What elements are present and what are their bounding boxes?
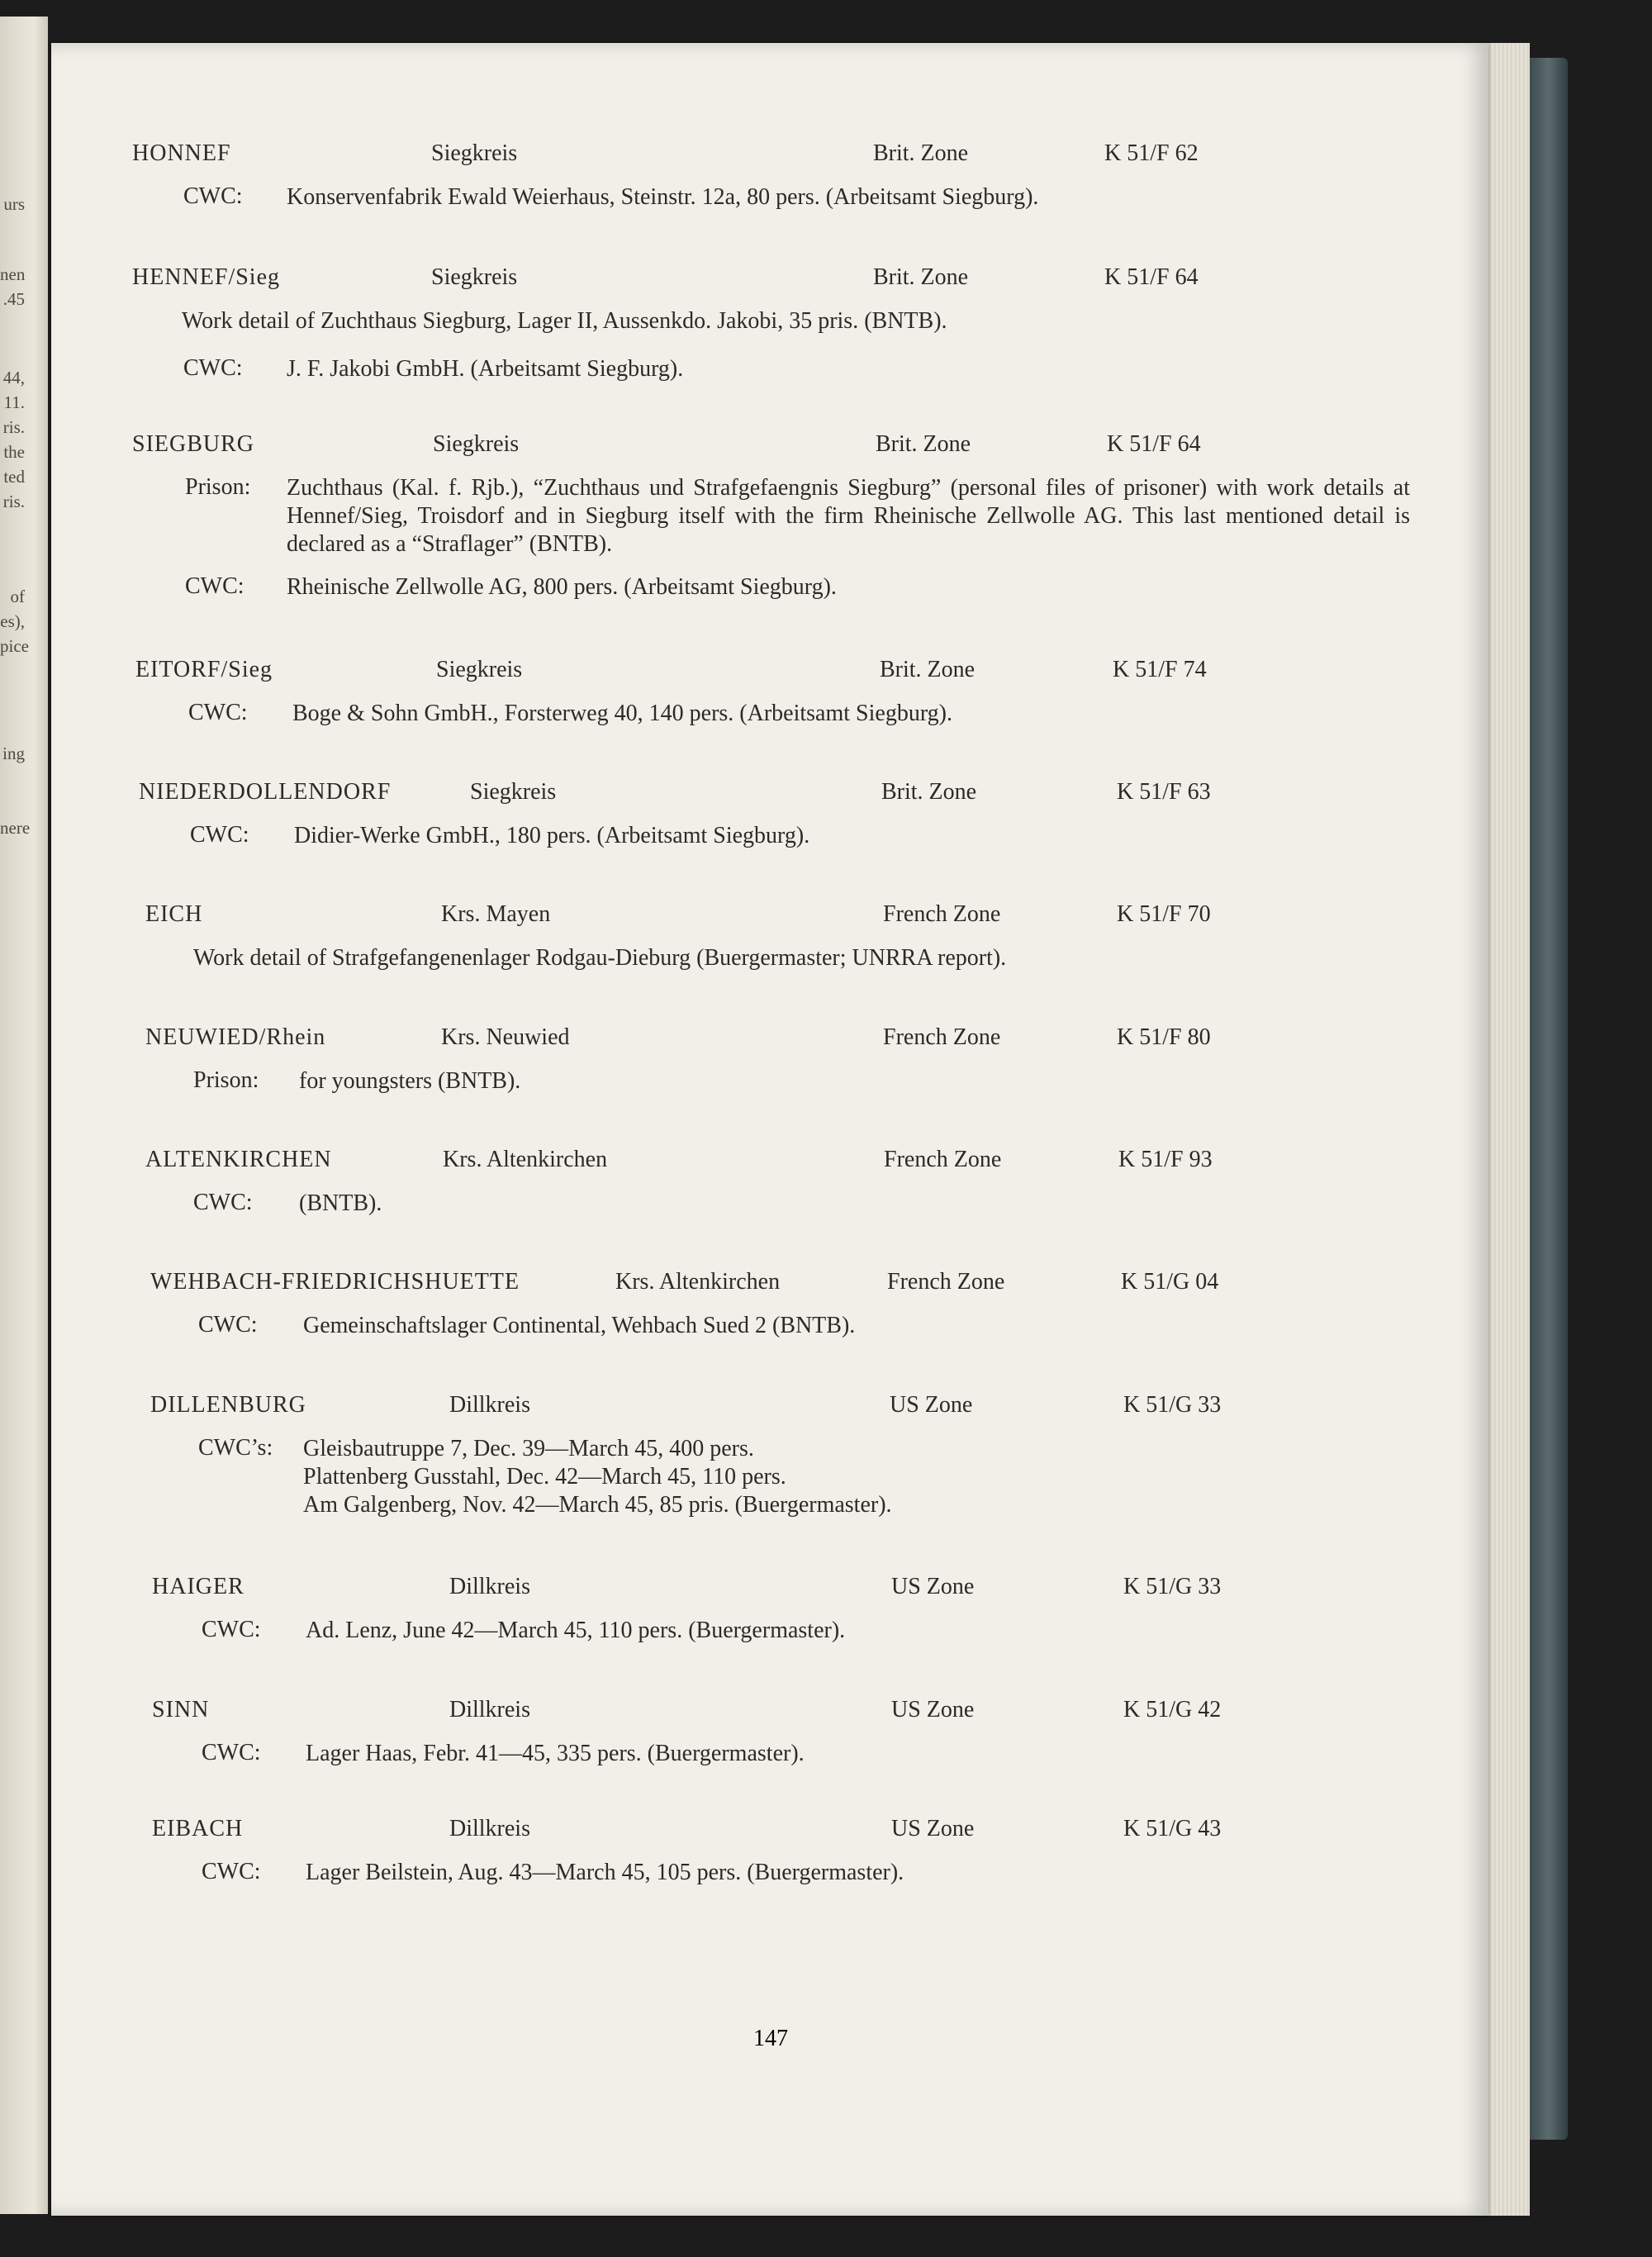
map-reference-code: K 51/G 33 [1123,1392,1222,1418]
detail-text: Gemeinschaftslager Continental, Wehbach Sued 2 (BNTB). [303,1313,856,1338]
page-number: 147 [753,2026,788,2051]
map-reference-code: K 51/G 43 [1123,1816,1222,1841]
district: Dillkreis [449,1392,530,1418]
place-name: EITORF/Sieg [135,657,273,682]
detail-text: for youngsters (BNTB). [299,1068,521,1094]
place-name: HONNEF [132,140,231,166]
detail-label: CWC: [183,355,243,381]
detail-text: Plattenberg Gusstahl, Dec. 42—March 45, 110 pers. [303,1464,786,1490]
occupation-zone: Brit. Zone [876,431,971,457]
place-name: EICH [145,901,203,927]
facing-page-edge [0,17,48,2214]
detail-text: Zuchthaus (Kal. f. Rjb.), “Zuchthaus und Strafgefaengnis Siegburg” (personal files of prisoner) with work details at Hennef/Sieg, Troisdorf and in Siegburg itself with the firm Rheinische Zellwolle AG. This last mentioned detail is declared as a “Straflager” (BNTB). [287,475,1410,557]
detail-text: Work detail of Zuchthaus Siegburg, Lager II, Aussenkdo. Jakobi, 35 pris. (BNTB). [182,308,947,334]
detail-text: Lager Haas, Febr. 41—45, 335 pers. (Buergermaster). [306,1741,805,1766]
district: Dillkreis [449,1816,530,1841]
facing-page-text-fragment: urs [3,194,25,214]
book-binding [1530,58,1568,2140]
map-reference-code: K 51/F 64 [1104,264,1199,290]
place-name: NEUWIED/Rhein [145,1024,326,1050]
detail-label: CWC: [188,700,248,725]
place-name: WEHBACH-FRIEDRICHSHUETTE [150,1269,520,1295]
map-reference-code: K 51/G 33 [1123,1574,1222,1599]
detail-text: Gleisbautruppe 7, Dec. 39—March 45, 400 pers. [303,1436,754,1461]
detail-text: Konservenfabrik Ewald Weierhaus, Steinstr. 12a, 80 pers. (Arbeitsamt Siegburg). [287,184,1039,210]
detail-text: Am Galgenberg, Nov. 42—March 45, 85 pris. (Buergermaster). [303,1492,892,1518]
facing-page-text-fragment: ing [2,744,25,763]
district: Dillkreis [449,1697,530,1722]
detail-text: Ad. Lenz, June 42—March 45, 110 pers. (Buergermaster). [306,1618,846,1643]
place-name: HENNEF/Sieg [132,264,280,290]
detail-text: Rheinische Zellwolle AG, 800 pers. (Arbeitsamt Siegburg). [287,574,837,600]
facing-page-text-fragment: ted [3,467,25,487]
facing-page-text-fragment: ris. [2,492,25,511]
place-name: SIEGBURG [132,431,255,457]
detail-label: CWC’s: [198,1435,273,1461]
map-reference-code: K 51/F 80 [1117,1024,1211,1050]
district: Siegkreis [436,657,523,682]
occupation-zone: US Zone [891,1574,975,1599]
occupation-zone: French Zone [883,1024,1001,1050]
facing-page-text-fragment: 11. [3,392,25,412]
map-reference-code: K 51/F 70 [1117,901,1211,927]
detail-text: Boge & Sohn GmbH., Forsterweg 40, 140 pers. (Arbeitsamt Siegburg). [292,701,952,726]
place-name: EIBACH [152,1816,244,1841]
district: Krs. Neuwied [441,1024,570,1050]
place-name: HAIGER [152,1574,244,1599]
detail-label: CWC: [198,1312,258,1338]
detail-label: CWC: [190,822,249,848]
detail-label: CWC: [202,1617,261,1642]
detail-label: CWC: [183,183,243,209]
occupation-zone: US Zone [891,1816,975,1841]
occupation-zone: French Zone [884,1147,1002,1172]
place-name: DILLENBURG [150,1392,306,1418]
place-name: SINN [152,1697,210,1722]
district: Krs. Mayen [441,901,551,927]
district: Siegkreis [433,431,520,457]
occupation-zone: French Zone [883,901,1001,927]
occupation-zone: Brit. Zone [881,779,977,805]
detail-text: J. F. Jakobi GmbH. (Arbeitsamt Siegburg). [287,356,684,382]
occupation-zone: US Zone [891,1697,975,1722]
occupation-zone: Brit. Zone [873,140,969,166]
page-stack-edge [1487,43,1530,2216]
place-name: ALTENKIRCHEN [145,1147,332,1172]
facing-page-text-fragment: es), [0,611,25,631]
facing-page-text-fragment: 44, [2,368,25,387]
occupation-zone: US Zone [890,1392,973,1418]
detail-label: CWC: [193,1190,253,1215]
detail-label: Prison: [185,474,251,500]
map-reference-code: K 51/G 42 [1123,1697,1222,1722]
detail-label: CWC: [202,1859,261,1884]
place-name: NIEDERDOLLENDORF [139,779,392,805]
facing-page-text-fragment: nere [0,818,31,838]
detail-text: Didier-Werke GmbH., 180 pers. (Arbeitsamt Siegburg). [294,823,810,848]
district: Krs. Altenkirchen [615,1269,781,1295]
detail-label: CWC: [185,573,244,599]
map-reference-code: K 51/F 74 [1113,657,1207,682]
district: Siegkreis [470,779,557,805]
map-reference-code: K 51/G 04 [1121,1269,1219,1295]
facing-page-text-fragment: .45 [2,289,25,309]
district: Krs. Altenkirchen [443,1147,608,1172]
detail-label: CWC: [202,1740,261,1765]
occupation-zone: Brit. Zone [873,264,969,290]
detail-label: Prison: [193,1067,259,1093]
facing-page-text-fragment: the [3,442,25,462]
detail-text: Work detail of Strafgefangenenlager Rodgau-Dieburg (Buergermaster; UNRRA report). [193,945,1007,971]
detail-text: Lager Beilstein, Aug. 43—March 45, 105 pers. (Buergermaster). [306,1860,904,1885]
facing-page-text-fragment: of [10,587,25,606]
map-reference-code: K 51/F 63 [1117,779,1211,805]
book-page [51,43,1488,2216]
district: Siegkreis [431,264,518,290]
facing-page-text-fragment: nen [0,264,26,284]
entry-list [51,43,1488,2216]
map-reference-code: K 51/F 93 [1118,1147,1213,1172]
map-reference-code: K 51/F 64 [1107,431,1201,457]
map-reference-code: K 51/F 62 [1104,140,1199,166]
district: Dillkreis [449,1574,530,1599]
facing-page-text-fragment: ris. [2,417,25,437]
district: Siegkreis [431,140,518,166]
detail-text: (BNTB). [299,1190,382,1216]
occupation-zone: French Zone [887,1269,1005,1295]
occupation-zone: Brit. Zone [880,657,976,682]
facing-page-text-fragment: pice [0,636,29,656]
